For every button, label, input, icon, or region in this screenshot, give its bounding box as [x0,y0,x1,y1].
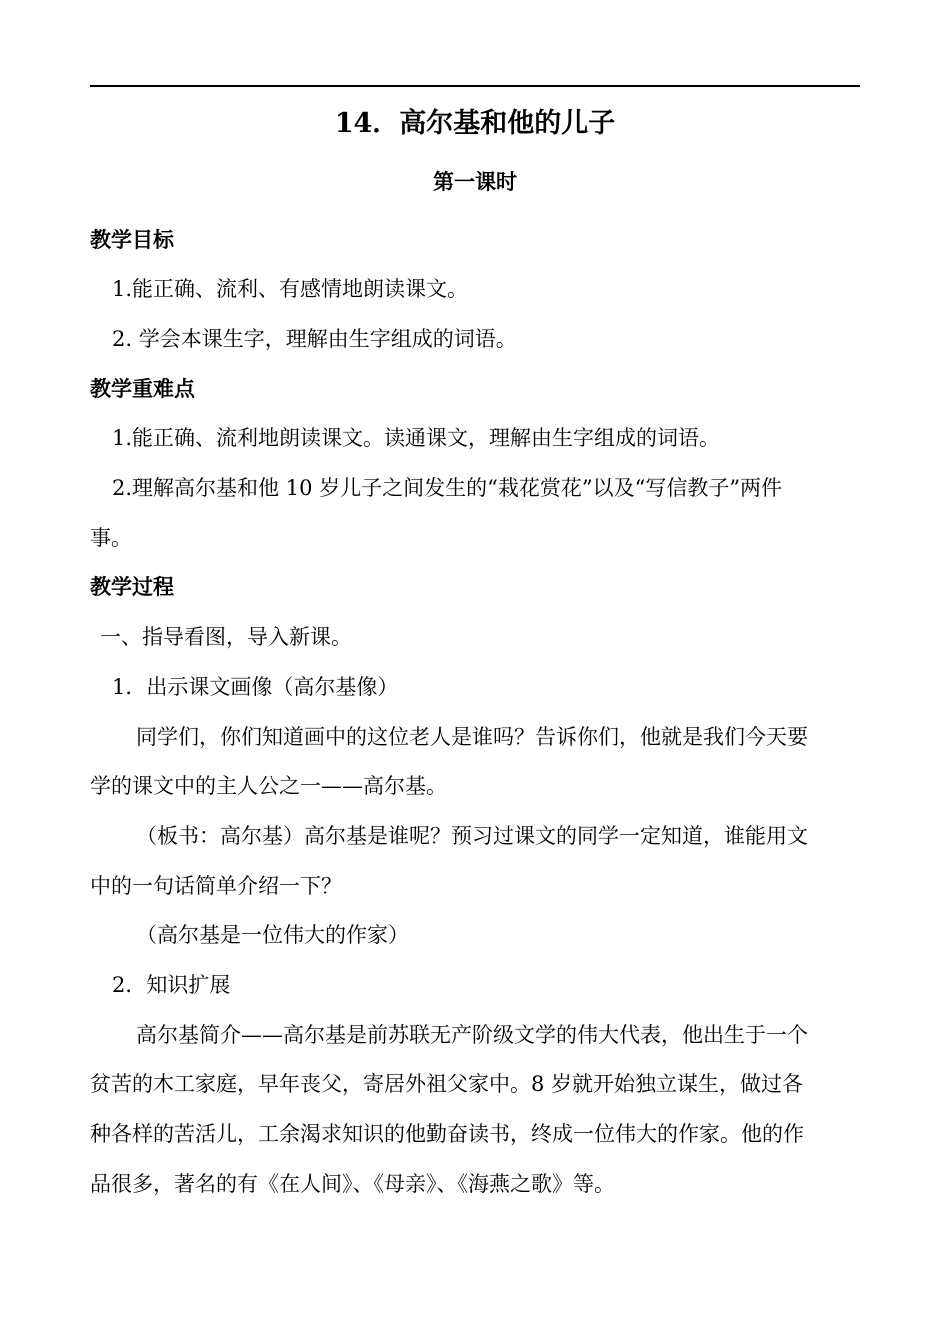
process-answer: （高尔基是一位伟大的作家） [136,923,409,947]
lesson-subtitle: 第一课时 [433,169,517,194]
key-point-item-2: 2.理解高尔基和他 10 岁儿子之间发生的“栽花赏花”以及“写信教子”两件 [112,476,783,500]
process-paragraph-3-line-4: 品很多，著名的有《在人间》、《母亲》、《海燕之歌》等。 [90,1172,615,1196]
objectives-heading: 教学目标 [90,227,174,252]
process-paragraph-2-continued: 中的一句话简单介绍一下？ [90,874,342,898]
process-substep-1: 1．出示课文画像（高尔基像） [112,675,399,699]
objective-item-1: 1.能正确、流利、有感情地朗读课文。 [112,277,469,301]
process-paragraph-3: 高尔基简介——高尔基是前苏联无产阶级文学的伟大代表，他出生于一个 [136,1023,808,1047]
process-paragraph-3-line-3: 种各样的苦活儿，工余渴求知识的他勤奋读书，终成一位伟大的作家。他的作 [90,1122,804,1146]
key-points-heading: 教学重难点 [90,376,195,401]
header-rule [90,85,860,87]
lesson-title: 14．高尔基和他的儿子 [334,108,616,139]
process-heading: 教学过程 [90,574,174,599]
process-paragraph-3-line-2: 贫苦的木工家庭，早年丧父，寄居外祖父家中。8 岁就开始独立谋生，做过各 [90,1072,804,1096]
process-substep-2: 2．知识扩展 [112,973,231,997]
objective-item-2: 2. 学会本课生字，理解由生字组成的词语。 [112,327,517,351]
process-paragraph-1: 同学们，你们知道画中的这位老人是谁吗？告诉你们，他就是我们今天要 [136,725,808,749]
key-point-item-2-continued: 事。 [90,526,132,550]
process-paragraph-1-continued: 学的课文中的主人公之一——高尔基。 [90,774,447,798]
process-paragraph-2: （板书：高尔基）高尔基是谁呢？预习过课文的同学一定知道，谁能用文 [136,824,808,848]
process-step-1: 一、指导看图，导入新课。 [100,625,352,649]
key-point-item-1: 1.能正确、流利地朗读课文。读通课文，理解由生字组成的词语。 [112,426,721,450]
